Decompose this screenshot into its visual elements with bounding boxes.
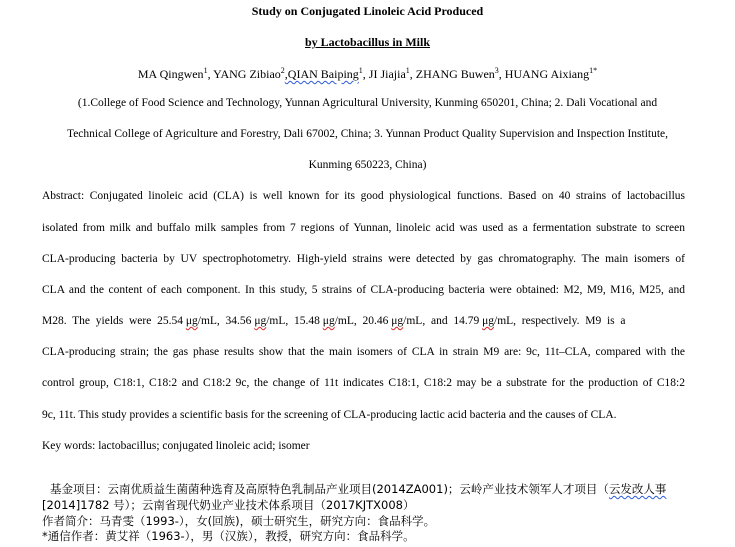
- unit-mu-g: μg: [322, 315, 335, 327]
- funding-footnote-line-1: [50, 481, 666, 497]
- abstract-line: CLA-producing bacteria by UV spectrophotometry. High-yield strains were detected by gas chromatography. The main isomers of: [42, 253, 685, 265]
- author-affil-sup: 1: [203, 66, 208, 75]
- abstract-text-part: /mL, 34.56: [197, 315, 255, 327]
- affiliation-line-1: (1.College of Food Science and Technology, Yunnan Agricultural University, Kunming 650201, China; 2. Dali Vocational and: [77, 97, 658, 109]
- author-affil-sup: 3: [494, 66, 499, 75]
- keywords: Key words: lactobacillus; conjugated linoleic acid; isomer: [42, 440, 310, 452]
- abstract-line: 9c, 11t. This study provides a scientific basis for the screening of CLA-producing lactic acid bacteria and the causes of CLA.: [42, 409, 617, 421]
- funding-text-underlined: 云发改人事: [608, 482, 667, 496]
- abstract-text: [42, 315, 625, 327]
- affiliation-line-2: Technical College of Agriculture and Forestry, Dali 67002, China; 3. Yunnan Product Quality Supervision and Inspection Institute,: [66, 128, 669, 140]
- abstract-line: control group, C18:1, C18:2 and C18:2 9c, the change of 11t indicates C18:1, C18:2 may be a substrate for the production of C18:2: [42, 377, 685, 389]
- unit-mu-g: μg: [185, 315, 198, 327]
- title-line-1: Study on Conjugated Linoleic Acid Produced: [251, 4, 484, 18]
- author-name: , HUANG Aixiang: [498, 67, 590, 81]
- abstract-line: isolated from milk and buffalo milk samples from 7 regions of Yunnan, linoleic acid was used as a fermentation substrate to screen: [42, 222, 685, 234]
- corresponding-author-footnote: *通信作者：黄艾祥（1963-），男（汉族），教授，研究方向：食品科学。: [42, 529, 415, 543]
- abstract-line: CLA and the content of each component. In this study, 5 strains of CLA-producing bacteria were obtained: M2, M9, M16, M25, and: [42, 284, 685, 296]
- abstract-text-part: /mL, 15.48: [266, 315, 323, 327]
- abstract-line: CLA-producing strain; the gas phase results show that the main isomers of CLA in strain M9 are: 9c, 11t–CLA, compared with the: [42, 346, 685, 358]
- affiliation-line-3: Kunming 650223, China): [308, 159, 427, 171]
- unit-mu-g: μg: [482, 315, 494, 327]
- author-affil-sup: 1: [358, 66, 363, 75]
- author-name: , JI Jiajia: [362, 67, 406, 81]
- funding-footnote-line-2: [2014]1782 号）；云南省现代奶业产业技术体系项目（2017KJTX008）: [42, 498, 415, 512]
- author-intro-footnote: 作者简介：马青雯（1993-），女(回族)，硕士研究生，研究方向：食品科学。: [42, 514, 436, 528]
- abstract-text-part: /mL, and 14.79: [403, 315, 483, 327]
- unit-mu-g: μg: [391, 315, 404, 327]
- abstract-text-part: M28. The yields were 25.54: [42, 315, 186, 327]
- unit-mu-g: μg: [254, 315, 267, 327]
- author-name: , ZHANG Buwen: [409, 67, 495, 81]
- author-name: , YANG Zibiao: [207, 67, 281, 81]
- author-name: MA Qingwen: [137, 67, 204, 81]
- author-affil-sup: 1: [405, 66, 410, 75]
- author-name: ,QIAN Baiping: [284, 67, 359, 81]
- title-line-2: [0, 35, 735, 50]
- funding-text: 基金项目：云南优质益生菌菌种选育及高原特色乳制品产业项目(2014ZA001)；云岭产业技术领军人才项目（: [50, 482, 609, 496]
- abstract-text-part: /mL, respectively. M9 is a: [494, 315, 626, 327]
- abstract-text-part: /mL, 20.46: [334, 315, 392, 327]
- abstract-line-yields: [42, 315, 685, 327]
- author-affil-sup: 2: [280, 66, 285, 75]
- author-affil-sup: 1*: [589, 66, 598, 75]
- abstract-line: Abstract: Conjugated linoleic acid (CLA) is well known for its good physiological functions. Based on 40 strains of lactobacillus: [42, 190, 685, 202]
- title-line-2-text: by Lactobacillus in Milk: [304, 35, 431, 49]
- author-list: [0, 66, 735, 82]
